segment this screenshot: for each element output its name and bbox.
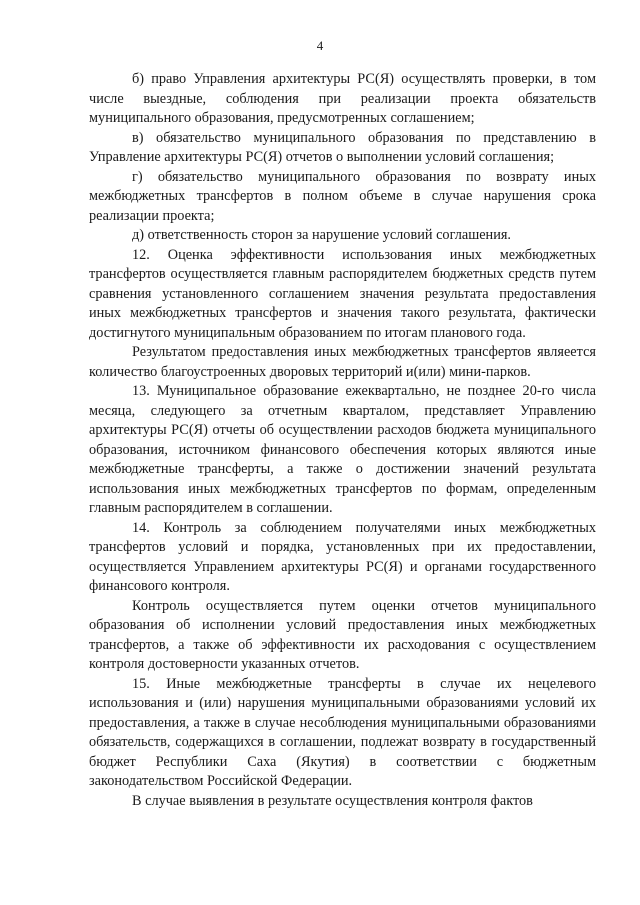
paragraph-control-method: Контроль осуществляется путем оценки отчетов муниципального образования об исполнении условий предоставления иных межбюджетных трансфертов, а также об эффективности их расходования с осуществлением контроля достоверности указанных отчетов. [89, 597, 596, 672]
paragraph-result-definition: Результатом предоставления иных межбюджетных трансфертов являеется количество благоустроенных дворовых территорий и(или) мини-парков. [89, 344, 596, 380]
paragraph-g-return-obligation: г) обязательство муниципального образования по возврату иных межбюджетных трансфертов в полном объеме в случае нарушения срока реализации проекта; [89, 168, 596, 224]
paragraph-violation-cases: В случае выявления в результате осуществления контроля фактов [132, 792, 533, 809]
paragraph-d-responsibility: д) ответственность сторон за нарушение условий соглашения. [132, 227, 511, 243]
paragraph-12-efficiency-evaluation: 12. Оценка эффективности использования иных межбюджетных трансфертов осуществляется главным распорядителем бюджетных средств путем сравнения установленного соглашением значения результата предоставления иных межбюджетных трансфертов и значения такого результата, фактически достигнутого муниципальным образованием по итогам планового года. [89, 246, 596, 341]
paragraph-13-quarterly-reports: 13. Муниципальное образование ежеквартально, не позднее 20-го числа месяца, следующего за отчетным кварталом, представляет Управлению архитектуры РС(Я) отчеты об осуществлении расходов бюджета муниципального образования, источником финансового обеспечения которых являются иные межбюджетные трансферты, а также о достижении значений результата использования иных межбюджетных трансфертов по формам, определенным главным распорядителем в соглашении. [89, 383, 596, 516]
paragraph-14-control: 14. Контроль за соблюдением получателями иных межбюджетных трансфертов условий и порядка, установленных при их предоставлении, осуществляется Управлением архитектуры РС(Я) и органами государственного финансового контроля. [89, 519, 596, 594]
paragraph-15-refund: 15. Иные межбюджетные трансферты в случае их нецелевого использования и (или) нарушения муниципальными образованиями условий их предоставления, а также в случае несоблюдения муниципальными образованиями обязательств, содержащихся в соглашении, подлежат возврату в государственный бюджет Республики Саха (Якутия) в соответствии с бюджетным законодательством Российской Федерации. [89, 675, 596, 789]
paragraph-b-inspection-right: б) право Управления архитектуры РС(Я) осуществлять проверки, в том числе выездные, соблюдения при реализации проекта обязательств муниципального образования, предусмотренных соглашением; [89, 71, 596, 126]
page-number: 4 [316, 38, 324, 53]
paragraph-v-reporting-obligation: в) обязательство муниципального образования по представлению в Управление архитектуры РС(Я) отчетов о выполнении условий соглашения; [89, 129, 596, 165]
document-body [89, 70, 596, 811]
